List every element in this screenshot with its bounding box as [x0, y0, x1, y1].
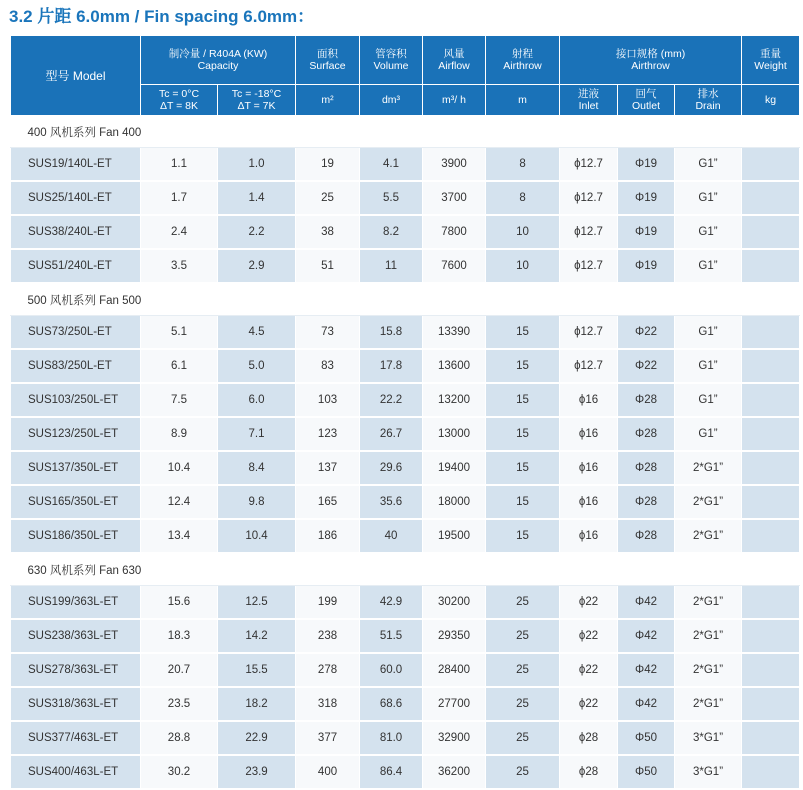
cell-airthrow: 15: [486, 349, 560, 383]
cell-inlet: ϕ22: [560, 619, 618, 653]
cell-drain: G1”: [675, 316, 742, 350]
cell-airflow: 36200: [423, 755, 486, 789]
section-label: 500 风机系列 Fan 500: [11, 283, 800, 316]
cell-weight: [742, 215, 800, 249]
cell-cap-minus18c: 2.2: [218, 215, 296, 249]
cell-airthrow: 15: [486, 519, 560, 553]
cell-cap-0c: 6.1: [141, 349, 218, 383]
section-row: [11, 116, 800, 148]
cell-inlet: ϕ16: [560, 383, 618, 417]
cell-cap-0c: 1.7: [141, 181, 218, 215]
cell-cap-0c: 2.4: [141, 215, 218, 249]
cell-surface: 83: [296, 349, 360, 383]
cell-model: SUS137/350L-ET: [11, 451, 141, 485]
cell-weight: [742, 653, 800, 687]
cell-airthrow: 25: [486, 687, 560, 721]
cell-cap-0c: 20.7: [141, 653, 218, 687]
cell-surface: 38: [296, 215, 360, 249]
table-row: [11, 519, 800, 553]
cell-drain: 2*G1”: [675, 687, 742, 721]
cell-outlet: Φ28: [618, 485, 675, 519]
cell-surface: 377: [296, 721, 360, 755]
cell-airthrow: 10: [486, 215, 560, 249]
cell-drain: G1”: [675, 383, 742, 417]
cell-weight: [742, 485, 800, 519]
cell-cap-minus18c: 22.9: [218, 721, 296, 755]
cell-airflow: 3700: [423, 181, 486, 215]
cell-cap-0c: 8.9: [141, 417, 218, 451]
cell-cap-minus18c: 10.4: [218, 519, 296, 553]
cell-cap-0c: 15.6: [141, 586, 218, 620]
cell-outlet: Φ28: [618, 451, 675, 485]
table-row: [11, 586, 800, 620]
cell-airthrow: 25: [486, 721, 560, 755]
cell-volume: 60.0: [360, 653, 423, 687]
header-inlet: 进液 Inlet: [560, 85, 618, 116]
cell-outlet: Φ42: [618, 653, 675, 687]
table-row: [11, 619, 800, 653]
header-airthrow: 射程 Airthrow: [486, 36, 560, 85]
cell-airthrow: 15: [486, 383, 560, 417]
table-row: [11, 349, 800, 383]
cell-cap-0c: 7.5: [141, 383, 218, 417]
cell-weight: [742, 316, 800, 350]
header-weight: 重量 Weight: [742, 36, 800, 85]
cell-cap-0c: 28.8: [141, 721, 218, 755]
cell-weight: [742, 349, 800, 383]
cell-surface: 73: [296, 316, 360, 350]
cell-inlet: ϕ22: [560, 586, 618, 620]
cell-airthrow: 8: [486, 148, 560, 182]
cell-cap-minus18c: 2.9: [218, 249, 296, 283]
cell-outlet: Φ42: [618, 687, 675, 721]
header-volume-unit: dm³: [360, 85, 423, 116]
cell-surface: 400: [296, 755, 360, 789]
cell-volume: 86.4: [360, 755, 423, 789]
cell-cap-minus18c: 1.4: [218, 181, 296, 215]
cell-outlet: Φ22: [618, 316, 675, 350]
cell-surface: 51: [296, 249, 360, 283]
cell-airthrow: 8: [486, 181, 560, 215]
cell-model: SUS123/250L-ET: [11, 417, 141, 451]
spec-table: [10, 35, 800, 790]
cell-cap-minus18c: 1.0: [218, 148, 296, 182]
cell-surface: 123: [296, 417, 360, 451]
cell-weight: [742, 586, 800, 620]
cell-inlet: ϕ12.7: [560, 316, 618, 350]
section-label: 400 风机系列 Fan 400: [11, 116, 800, 148]
section-label: 630 风机系列 Fan 630: [11, 553, 800, 586]
cell-cap-0c: 5.1: [141, 316, 218, 350]
cell-drain: G1”: [675, 181, 742, 215]
cell-volume: 17.8: [360, 349, 423, 383]
cell-volume: 42.9: [360, 586, 423, 620]
cell-airthrow: 15: [486, 316, 560, 350]
cell-drain: 2*G1”: [675, 619, 742, 653]
cell-airthrow: 10: [486, 249, 560, 283]
cell-model: SUS73/250L-ET: [11, 316, 141, 350]
cell-airflow: 30200: [423, 586, 486, 620]
cell-airflow: 32900: [423, 721, 486, 755]
cell-outlet: Φ19: [618, 148, 675, 182]
cell-surface: 19: [296, 148, 360, 182]
cell-model: SUS25/140L-ET: [11, 181, 141, 215]
cell-drain: G1”: [675, 417, 742, 451]
cell-airthrow: 15: [486, 417, 560, 451]
cell-volume: 5.5: [360, 181, 423, 215]
cell-volume: 81.0: [360, 721, 423, 755]
cell-cap-minus18c: 23.9: [218, 755, 296, 789]
cell-drain: 2*G1”: [675, 519, 742, 553]
page-title: 3.2 片距 6.0mm / Fin spacing 6.0mm：: [9, 7, 315, 26]
cell-weight: [742, 417, 800, 451]
cell-inlet: ϕ28: [560, 755, 618, 789]
cell-airthrow: 15: [486, 451, 560, 485]
cell-model: SUS19/140L-ET: [11, 148, 141, 182]
cell-volume: 51.5: [360, 619, 423, 653]
cell-surface: 199: [296, 586, 360, 620]
table-row: [11, 383, 800, 417]
table-row: [11, 451, 800, 485]
cell-cap-minus18c: 12.5: [218, 586, 296, 620]
cell-weight: [742, 519, 800, 553]
table-row: [11, 687, 800, 721]
table-row: [11, 148, 800, 182]
table-row: [11, 721, 800, 755]
cell-inlet: ϕ12.7: [560, 215, 618, 249]
table-row: [11, 181, 800, 215]
cell-inlet: ϕ16: [560, 519, 618, 553]
header-surface-unit: m²: [296, 85, 360, 116]
cell-volume: 29.6: [360, 451, 423, 485]
cell-drain: G1”: [675, 215, 742, 249]
cell-volume: 35.6: [360, 485, 423, 519]
cell-outlet: Φ28: [618, 417, 675, 451]
cell-cap-0c: 12.4: [141, 485, 218, 519]
cell-cap-0c: 13.4: [141, 519, 218, 553]
header-model: 型号 Model: [11, 36, 141, 116]
table-row: [11, 417, 800, 451]
cell-volume: 11: [360, 249, 423, 283]
header-volume: 管容积 Volume: [360, 36, 423, 85]
cell-model: SUS83/250L-ET: [11, 349, 141, 383]
cell-cap-0c: 1.1: [141, 148, 218, 182]
cell-weight: [742, 721, 800, 755]
cell-volume: 26.7: [360, 417, 423, 451]
cell-airflow: 3900: [423, 148, 486, 182]
cell-surface: 238: [296, 619, 360, 653]
cell-inlet: ϕ12.7: [560, 148, 618, 182]
header-airthrow-unit: m: [486, 85, 560, 116]
cell-drain: 2*G1”: [675, 485, 742, 519]
cell-inlet: ϕ12.7: [560, 349, 618, 383]
cell-airflow: 19400: [423, 451, 486, 485]
header-cap-minus18c: Tc = -18°C ΔT = 7K: [218, 85, 296, 116]
cell-airflow: 29350: [423, 619, 486, 653]
cell-outlet: Φ19: [618, 249, 675, 283]
header-cap-0c: Tc = 0°C ΔT = 8K: [141, 85, 218, 116]
cell-inlet: ϕ22: [560, 687, 618, 721]
cell-inlet: ϕ16: [560, 485, 618, 519]
cell-surface: 318: [296, 687, 360, 721]
cell-airthrow: 25: [486, 619, 560, 653]
cell-cap-0c: 3.5: [141, 249, 218, 283]
table-row: [11, 316, 800, 350]
header-airflow: 风量 Airflow: [423, 36, 486, 85]
cell-model: SUS103/250L-ET: [11, 383, 141, 417]
cell-volume: 40: [360, 519, 423, 553]
cell-surface: 25: [296, 181, 360, 215]
header-connections: 接口规格 (mm) Airthrow: [560, 36, 742, 85]
table-row: [11, 249, 800, 283]
cell-airflow: 27700: [423, 687, 486, 721]
cell-drain: G1”: [675, 249, 742, 283]
table-row: [11, 215, 800, 249]
cell-cap-minus18c: 7.1: [218, 417, 296, 451]
cell-airflow: 7600: [423, 249, 486, 283]
cell-weight: [742, 148, 800, 182]
cell-airthrow: 25: [486, 755, 560, 789]
cell-outlet: Φ19: [618, 181, 675, 215]
cell-model: SUS38/240L-ET: [11, 215, 141, 249]
cell-airflow: 13000: [423, 417, 486, 451]
cell-weight: [742, 687, 800, 721]
cell-model: SUS238/363L-ET: [11, 619, 141, 653]
cell-volume: 68.6: [360, 687, 423, 721]
cell-cap-minus18c: 14.2: [218, 619, 296, 653]
cell-model: SUS186/350L-ET: [11, 519, 141, 553]
cell-surface: 137: [296, 451, 360, 485]
cell-inlet: ϕ16: [560, 417, 618, 451]
cell-inlet: ϕ28: [560, 721, 618, 755]
cell-outlet: Φ50: [618, 721, 675, 755]
cell-airflow: 28400: [423, 653, 486, 687]
cell-drain: 2*G1”: [675, 653, 742, 687]
table-row: [11, 485, 800, 519]
cell-volume: 8.2: [360, 215, 423, 249]
cell-drain: 3*G1”: [675, 721, 742, 755]
cell-drain: G1”: [675, 148, 742, 182]
cell-model: SUS165/350L-ET: [11, 485, 141, 519]
cell-outlet: Φ28: [618, 519, 675, 553]
cell-outlet: Φ42: [618, 619, 675, 653]
header-capacity: 制冷量 / R404A (KW) Capacity: [141, 36, 296, 85]
header-weight-unit: kg: [742, 85, 800, 116]
cell-model: SUS377/463L-ET: [11, 721, 141, 755]
cell-weight: [742, 451, 800, 485]
cell-airthrow: 25: [486, 653, 560, 687]
cell-model: SUS400/463L-ET: [11, 755, 141, 789]
table-row: [11, 653, 800, 687]
cell-surface: 103: [296, 383, 360, 417]
cell-volume: 22.2: [360, 383, 423, 417]
cell-airflow: 19500: [423, 519, 486, 553]
section-row: [11, 283, 800, 316]
cell-weight: [742, 619, 800, 653]
cell-outlet: Φ19: [618, 215, 675, 249]
header-drain: 排水 Drain: [675, 85, 742, 116]
cell-airthrow: 15: [486, 485, 560, 519]
cell-airflow: 18000: [423, 485, 486, 519]
cell-inlet: ϕ12.7: [560, 181, 618, 215]
cell-cap-0c: 23.5: [141, 687, 218, 721]
cell-cap-minus18c: 15.5: [218, 653, 296, 687]
cell-model: SUS318/363L-ET: [11, 687, 141, 721]
cell-weight: [742, 249, 800, 283]
cell-model: SUS199/363L-ET: [11, 586, 141, 620]
cell-surface: 165: [296, 485, 360, 519]
header-airflow-unit: m³/ h: [423, 85, 486, 116]
cell-airflow: 13600: [423, 349, 486, 383]
header-outlet: 回气 Outlet: [618, 85, 675, 116]
cell-drain: 2*G1”: [675, 586, 742, 620]
cell-drain: G1”: [675, 349, 742, 383]
cell-drain: 2*G1”: [675, 451, 742, 485]
cell-cap-minus18c: 6.0: [218, 383, 296, 417]
cell-outlet: Φ22: [618, 349, 675, 383]
cell-outlet: Φ42: [618, 586, 675, 620]
cell-weight: [742, 181, 800, 215]
cell-airthrow: 25: [486, 586, 560, 620]
cell-outlet: Φ28: [618, 383, 675, 417]
cell-airflow: 13200: [423, 383, 486, 417]
cell-cap-0c: 18.3: [141, 619, 218, 653]
table-row: [11, 755, 800, 789]
cell-airflow: 7800: [423, 215, 486, 249]
cell-airflow: 13390: [423, 316, 486, 350]
cell-volume: 4.1: [360, 148, 423, 182]
cell-inlet: ϕ12.7: [560, 249, 618, 283]
cell-inlet: ϕ16: [560, 451, 618, 485]
cell-cap-minus18c: 9.8: [218, 485, 296, 519]
cell-cap-0c: 10.4: [141, 451, 218, 485]
cell-inlet: ϕ22: [560, 653, 618, 687]
cell-cap-minus18c: 5.0: [218, 349, 296, 383]
section-row: [11, 553, 800, 586]
cell-cap-minus18c: 8.4: [218, 451, 296, 485]
cell-cap-minus18c: 18.2: [218, 687, 296, 721]
cell-cap-0c: 30.2: [141, 755, 218, 789]
header-surface: 面积 Surface: [296, 36, 360, 85]
cell-surface: 186: [296, 519, 360, 553]
cell-surface: 278: [296, 653, 360, 687]
cell-model: SUS51/240L-ET: [11, 249, 141, 283]
cell-volume: 15.8: [360, 316, 423, 350]
cell-drain: 3*G1”: [675, 755, 742, 789]
cell-outlet: Φ50: [618, 755, 675, 789]
cell-weight: [742, 383, 800, 417]
spec-table-body: [11, 116, 800, 790]
cell-cap-minus18c: 4.5: [218, 316, 296, 350]
cell-weight: [742, 755, 800, 789]
cell-model: SUS278/363L-ET: [11, 653, 141, 687]
